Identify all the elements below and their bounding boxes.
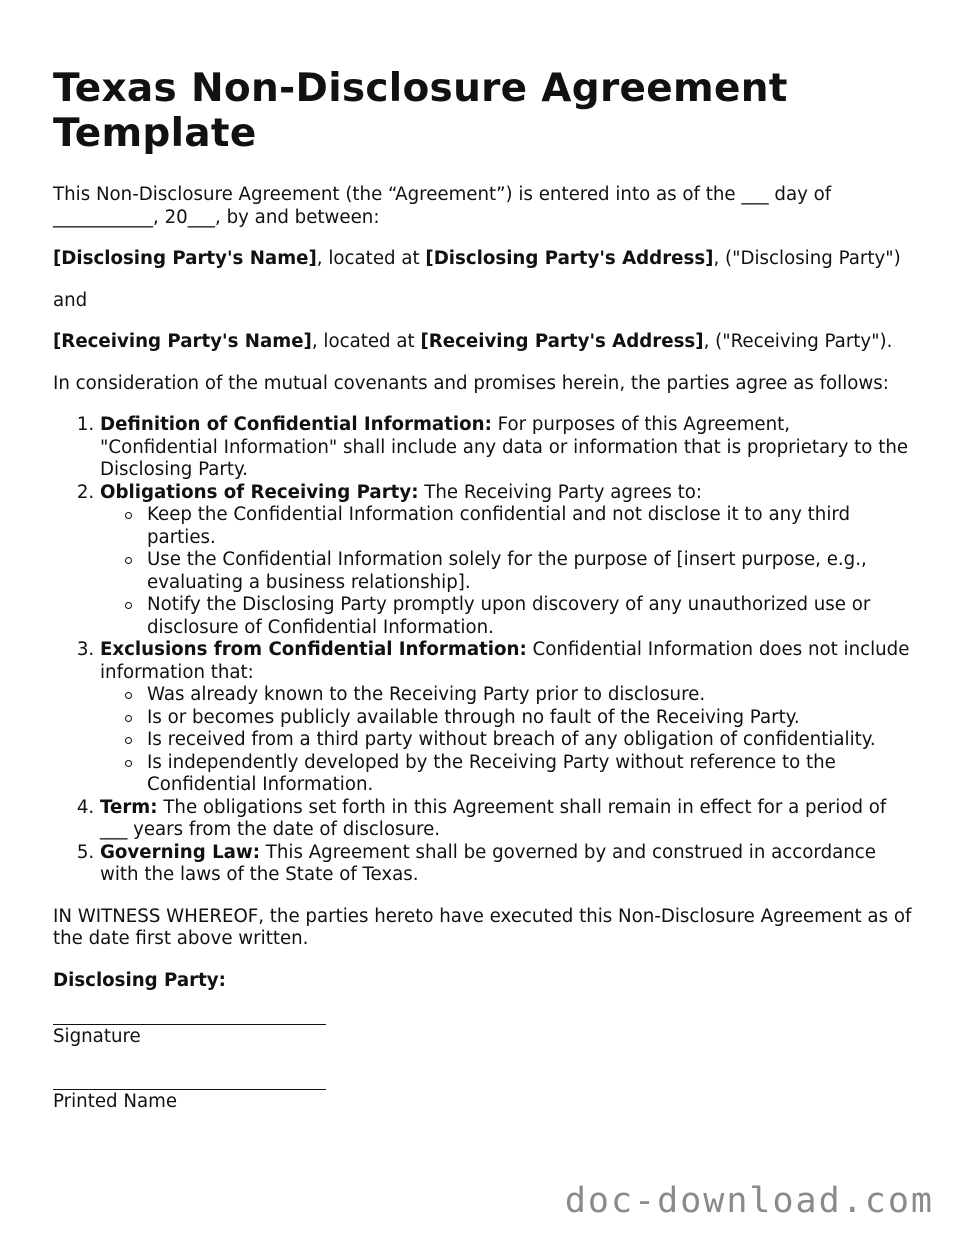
signature-caption: Signature [53,1026,141,1047]
list-item: Is received from a third party without breach of any obligation of confidentiality. [147,729,913,752]
signature-block-label: Disclosing Party: [53,969,226,991]
receiving-party-address: [Receiving Party's Address] [420,331,704,352]
intro-paragraph: This Non-Disclosure Agreement (the “Agreement”) is entered into as of the ___ day of ___________, 20___, by and between: [53,184,832,228]
list-item: Is independently developed by the Receiving Party without reference to the Confidential Information. [147,752,913,797]
list-item: Use the Confidential Information solely for the purpose of [insert purpose, e.g., evaluating a business relationship]. [147,549,913,594]
printed-name-caption: Printed Name [53,1090,178,1112]
clause-exclusions [100,639,913,797]
clause-text: The Receiving Party agrees to: [418,481,703,503]
receiving-located-at: , located at [311,331,421,352]
document-page [53,66,913,1153]
list-item: Was already known to the Receiving Party prior to disclosure. [147,684,913,707]
signature-line[interactable] [53,1024,326,1025]
disclosing-party-paragraph [53,248,913,271]
receiving-party-suffix: , ("Receiving Party"). [703,331,893,352]
list-item: Notify the Disclosing Party promptly upon discovery of any unauthorized use or disclosure of Confidential Information. [147,594,913,639]
clause-heading: Term: [100,796,158,818]
watermark-text: doc-download.com [564,1181,934,1221]
obligations-sublist [100,504,913,639]
clause-governing-law [100,842,913,887]
clauses-list [53,414,913,887]
receiving-party-name: [Receiving Party's Name] [53,331,312,352]
page-title: Texas Non-Disclosure Agreement Template [53,66,788,156]
clause-text: The obligations set forth in this Agreement shall remain in effect for a period of ___ years from the date of disclosure. [100,796,887,840]
clause-heading: Definition of Confidential Information: [100,414,492,435]
clause-term [100,797,913,842]
clause-heading: Obligations of Receiving Party: [100,481,419,503]
clause-definition [100,414,913,482]
disclosing-party-address: [Disclosing Party's Address] [425,248,714,269]
disclosing-party-suffix: , ("Disclosing Party") [713,248,901,269]
list-item: Keep the Confidential Information confidential and not disclose it to any third parties. [147,504,913,549]
clause-text: This Agreement shall be governed by and construed in accordance with the laws of the State of Texas. [100,841,876,885]
receiving-party-paragraph [53,331,913,354]
clause-text: Confidential Information does not include information that: [100,639,910,683]
witness-paragraph: IN WITNESS WHEREOF, the parties hereto have executed this Non-Disclosure Agreement as of the date first above written. [53,905,912,949]
disclosing-located-at: , located at [316,248,426,269]
exclusions-sublist [100,684,913,797]
clause-text: For purposes of this Agreement, "Confidential Information" shall include any data or information that is proprietary to the Disclosing Party. [100,414,909,480]
disclosing-party-name: [Disclosing Party's Name] [53,248,317,269]
and-text: and [53,289,88,311]
clause-obligations [100,482,913,640]
list-item: Is or becomes publicly available through no fault of the Receiving Party. [147,707,913,730]
clause-heading: Exclusions from Confidential Information: [100,639,527,660]
consideration-paragraph: In consideration of the mutual covenants and promises herein, the parties agree as follows: [53,372,889,394]
printed-name-line[interactable] [53,1089,326,1090]
clause-heading: Governing Law: [100,841,261,863]
